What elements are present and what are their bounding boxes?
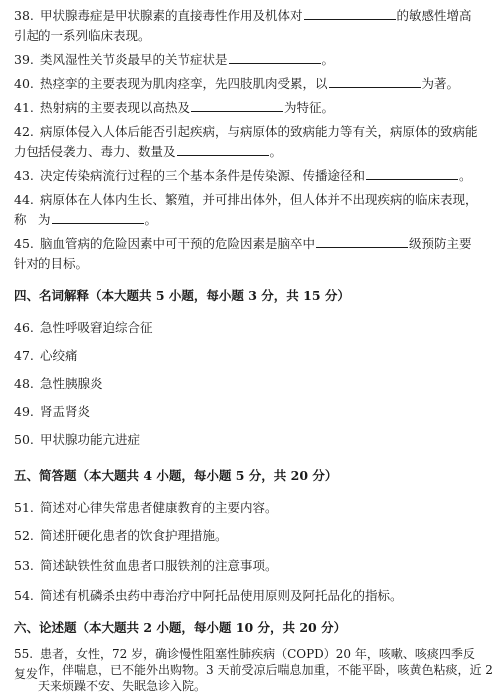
question-text: 。 xyxy=(459,168,472,183)
answer-blank[interactable] xyxy=(366,166,458,180)
question-54 xyxy=(14,586,482,606)
question-51 xyxy=(14,498,482,518)
question-48 xyxy=(14,374,482,394)
question-number: 46. xyxy=(14,320,34,335)
question-55-continued: 作，伴喘息，已不能外出购物。3 天前受凉后喘息加重，不能平卧，咳黄色粘痰，近 2 xyxy=(38,663,493,677)
question-number: 39. xyxy=(14,52,34,67)
question-42-continued xyxy=(38,142,282,162)
question-46 xyxy=(14,318,482,338)
question-text: 甲状腺功能亢进症 xyxy=(40,432,141,447)
question-44-continued xyxy=(38,210,157,230)
question-text: 急性呼吸窘迫综合征 xyxy=(40,320,153,335)
answer-blank[interactable] xyxy=(329,74,421,88)
question-text: 。 xyxy=(269,144,283,159)
question-text: 类风湿性关节炎最早的关节症状是 xyxy=(40,52,228,67)
question-text: 简述有机磷杀虫药中毒治疗中阿托品使用原则及阿托品化的指标。 xyxy=(40,588,403,603)
question-43 xyxy=(14,166,482,186)
section-heading-4: 四、名词解释（本大题共 5 小题，每小题 3 分，共 15 分） xyxy=(14,288,350,303)
question-39 xyxy=(14,50,482,70)
question-53 xyxy=(14,556,482,576)
question-text: 的敏感性增高引起 xyxy=(14,8,472,43)
question-52 xyxy=(14,526,482,546)
question-text: 热射病的主要表现以高热及 xyxy=(40,100,191,115)
question-number: 45. xyxy=(14,236,34,251)
question-text: 甲状腺毒症是甲状腺素的直接毒性作用及机体对 xyxy=(40,8,303,23)
question-number: 53. xyxy=(14,558,34,573)
question-number: 48. xyxy=(14,376,34,391)
question-text: 急性胰腺炎 xyxy=(40,376,103,391)
question-number: 38. xyxy=(14,8,34,23)
question-text: 简述缺铁性贫血患者口服铁剂的注意事项。 xyxy=(40,558,278,573)
question-text: 热痉挛的主要表现为肌肉痉挛，先四肢肌肉受累，以 xyxy=(40,76,328,91)
question-number: 42. xyxy=(14,124,34,139)
question-number: 40. xyxy=(14,76,34,91)
question-number: 47. xyxy=(14,348,34,363)
question-number: 52. xyxy=(14,528,34,543)
question-49 xyxy=(14,402,482,422)
question-number: 50. xyxy=(14,432,34,447)
question-text: 为 xyxy=(38,212,51,227)
answer-blank[interactable] xyxy=(191,98,283,112)
section-heading-6: 六、论述题（本大题共 2 小题，每小题 10 分，共 20 分） xyxy=(14,620,347,635)
question-text: 。 xyxy=(321,52,335,67)
question-text: 心绞痛 xyxy=(40,348,78,363)
answer-blank[interactable] xyxy=(52,210,144,224)
question-45-continued: 的目标。 xyxy=(38,256,89,271)
answer-blank[interactable] xyxy=(304,6,396,20)
question-40 xyxy=(14,74,482,94)
question-text: 简述肝硬化患者的饮食护理措施。 xyxy=(40,528,228,543)
question-number: 43. xyxy=(14,168,34,183)
question-text: 为特征。 xyxy=(284,100,335,115)
question-number: 54. xyxy=(14,588,34,603)
question-text: 患者，女性，72 岁，确诊慢性阻塞性肺疾病（COPD）20 年，咳嗽、咳痰四季反复发 xyxy=(14,647,475,681)
question-number: 51. xyxy=(14,500,34,515)
question-55-continued: 天来烦躁不安、失眠急诊入院。 xyxy=(38,679,207,693)
section-heading-5: 五、简答题（本大题共 4 小题，每小题 5 分，共 20 分） xyxy=(14,468,338,483)
question-text: 简述对心律失常患者健康教育的主要内容。 xyxy=(40,500,278,515)
question-text: 病原体侵入人体后能否引起疾病，与病原体的致病能力等有关，病原体的致病能力包 xyxy=(14,124,478,159)
question-text: 级预防主要针对 xyxy=(14,236,472,271)
question-number: 41. xyxy=(14,100,34,115)
answer-blank[interactable] xyxy=(316,234,408,248)
question-47 xyxy=(14,346,482,366)
question-50 xyxy=(14,430,482,450)
question-text: 肾盂肾炎 xyxy=(40,404,91,419)
question-text: 为著。 xyxy=(421,76,460,91)
question-text: 括侵袭力、毒力、数量及 xyxy=(38,144,176,159)
question-text: 脑血管病的危险因素中可干预的危险因素是脑卒中 xyxy=(40,236,316,251)
question-41 xyxy=(14,98,482,118)
answer-blank[interactable] xyxy=(229,50,321,64)
answer-blank[interactable] xyxy=(177,142,269,156)
question-number: 44. xyxy=(14,192,34,207)
question-38-continued: 的一系列临床表现。 xyxy=(38,28,151,43)
question-text: 病原体在人体内生长、繁殖，并可排出体外，但人体并不出现疾病的临床表现，称 xyxy=(14,192,478,227)
question-number: 49. xyxy=(14,404,34,419)
question-number: 55. xyxy=(14,647,34,661)
question-text: 决定传染病流行过程的三个基本条件是传染源、传播途径和 xyxy=(40,168,366,183)
question-text: 。 xyxy=(144,212,158,227)
